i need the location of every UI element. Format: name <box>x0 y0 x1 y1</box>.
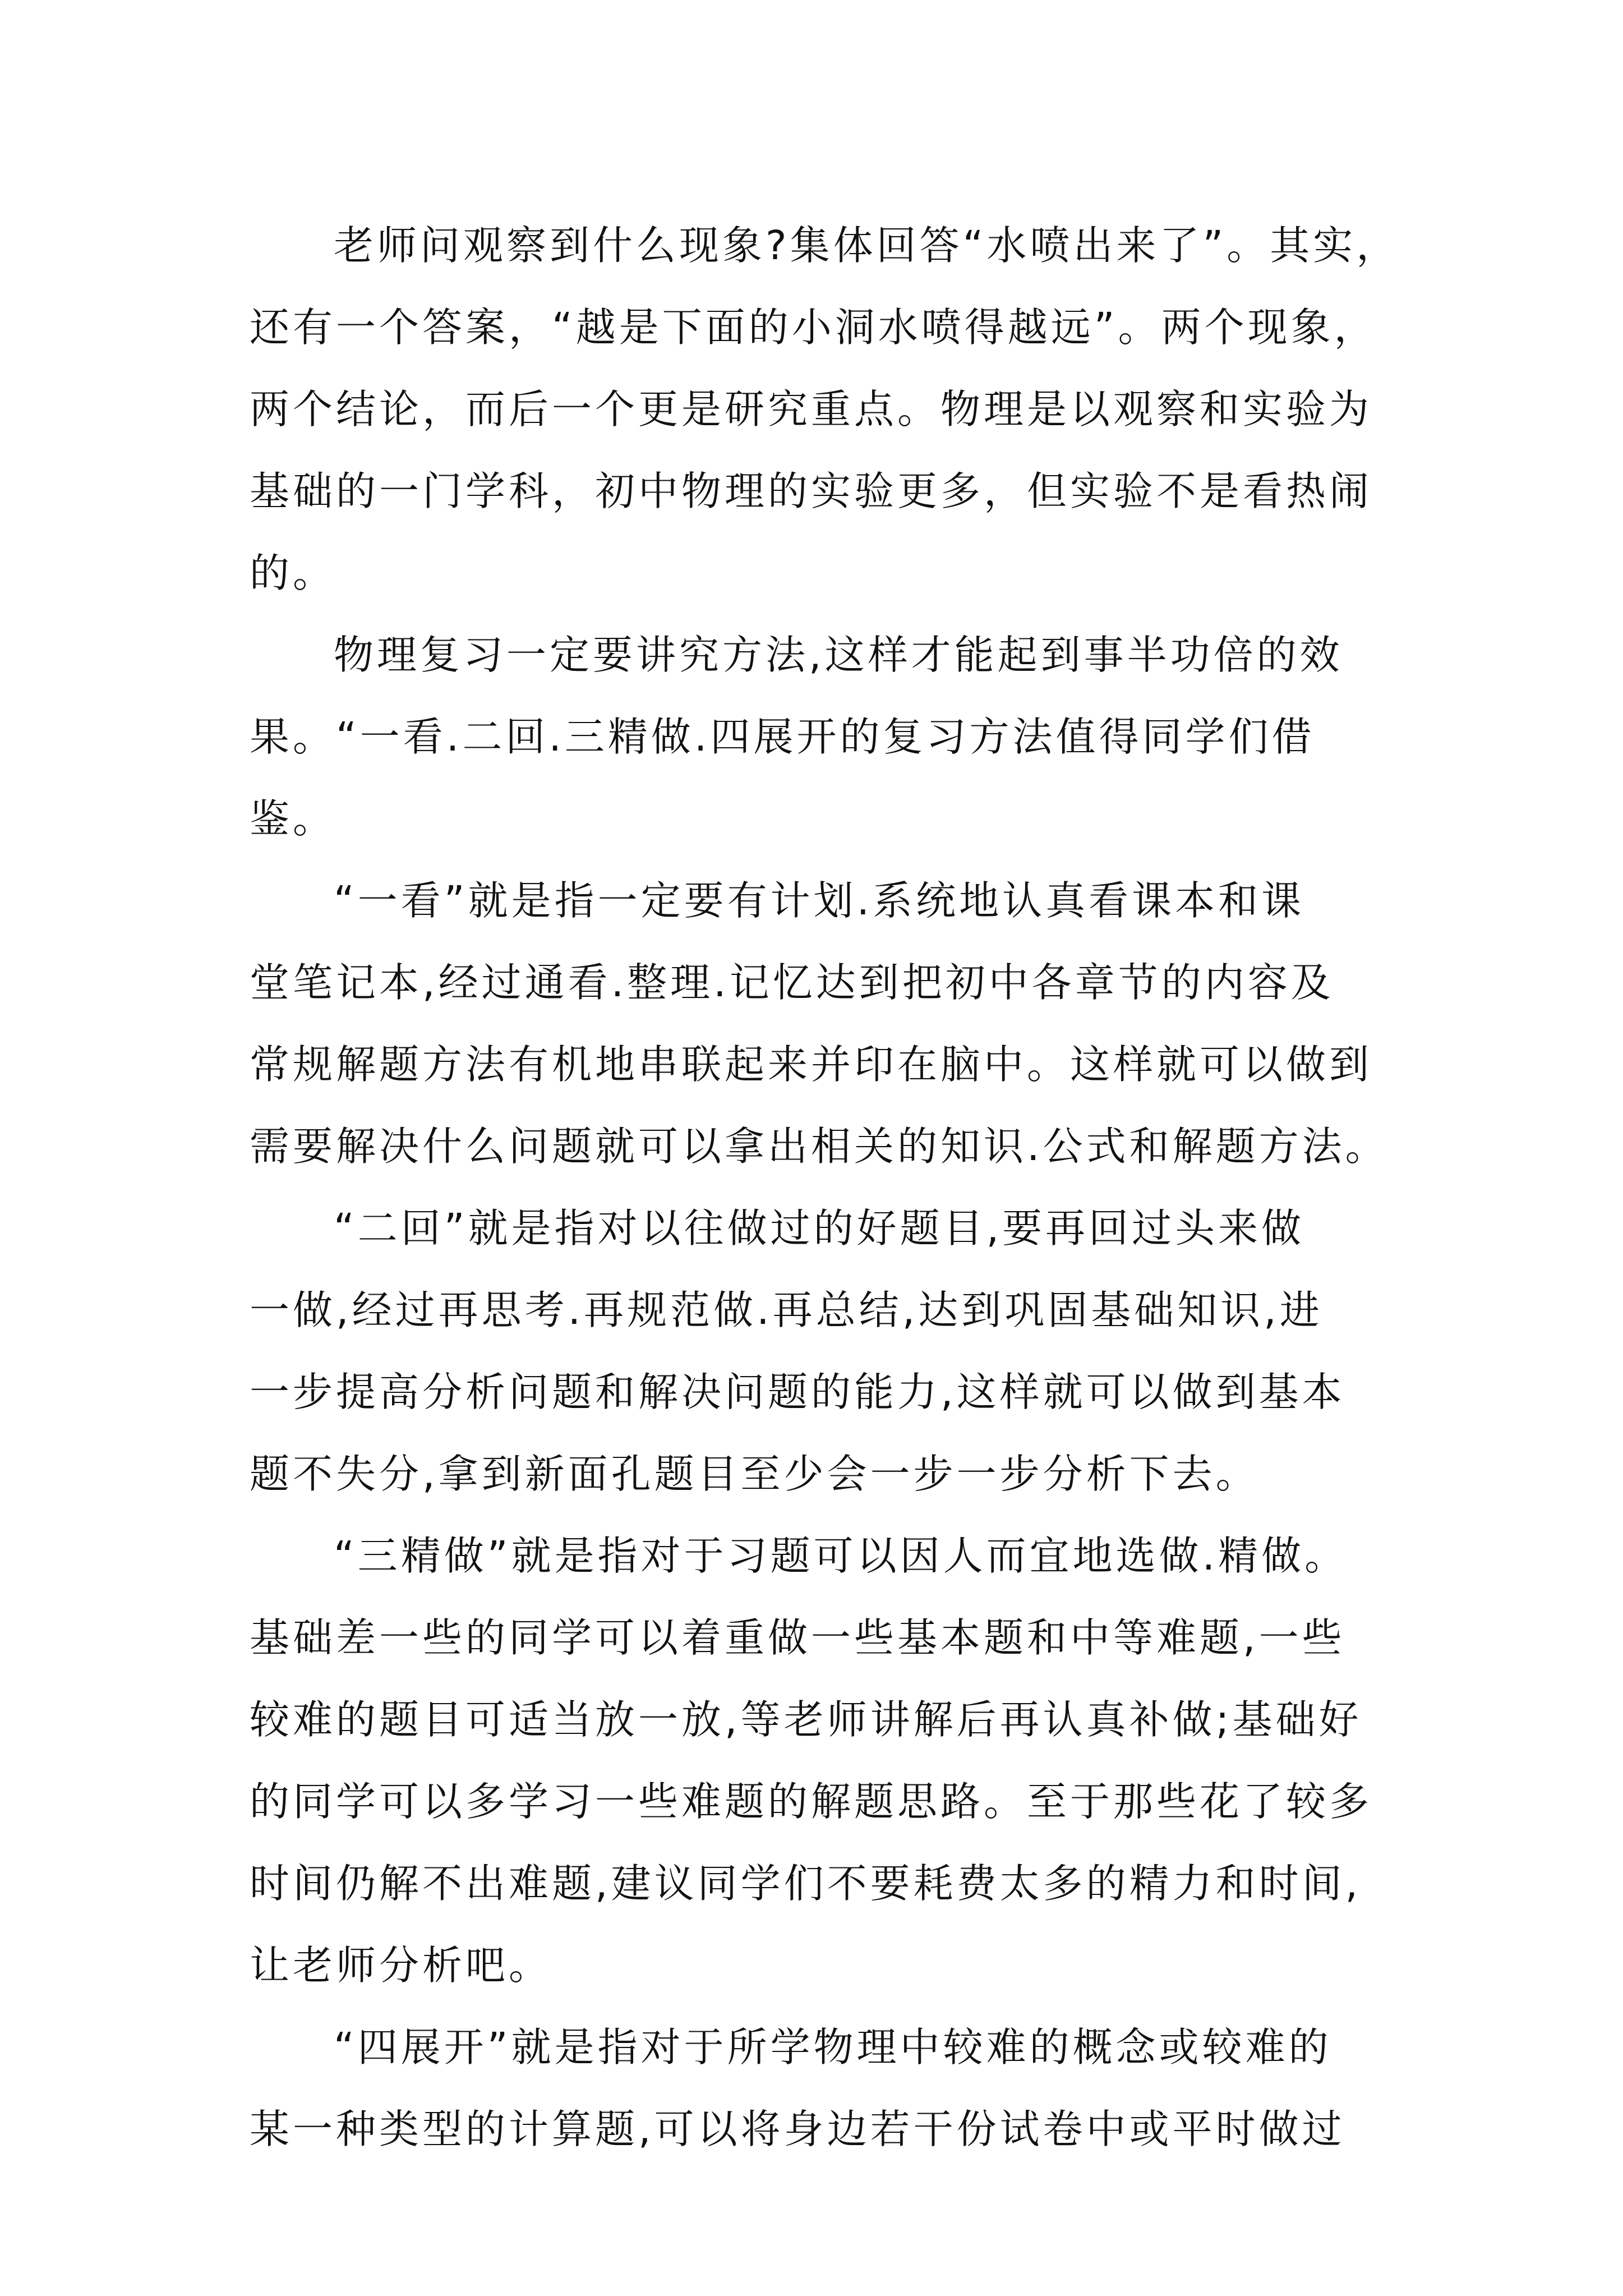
paragraph-step-three <box>250 1515 1371 2007</box>
text-line: 的同学可以多学习一些难题的解题思路。至于那些花了较多 <box>250 1778 1373 1825</box>
text-line: 堂笔记本,经过通看.整理.记忆达到把初中各章节的内容及 <box>250 959 1334 1006</box>
text-line: 老师问观察到什么现象?集体回答“水喷出来了”。其实， <box>334 222 1400 269</box>
text-line: 鉴。 <box>250 795 336 842</box>
text-line: 某一种类型的计算题,可以将身边若干份试卷中或平时做过 <box>250 2106 1345 2152</box>
text-line: 基础差一些的同学可以着重做一些基本题和中等难题,一些 <box>250 1614 1345 1661</box>
text-line: 一做,经过再思考.再规范做.再总结,达到巩固基础知识,进 <box>250 1287 1323 1333</box>
text-line: 常规解题方法有机地串联起来并印在脑中。这样就可以做到 <box>250 1041 1373 1088</box>
text-line: 基础的一门学科，初中物理的实验更多，但实验不是看热闹 <box>250 468 1373 514</box>
text-line: 物理复习一定要讲究方法,这样才能起到事半功倍的效 <box>334 632 1343 678</box>
text-line: “三精做”就是指对于习题可以因人而宜地选做.精做。 <box>334 1533 1348 1579</box>
text-line: 果。“一看.二回.三精做.四展开的复习方法值得同学们借 <box>250 714 1315 760</box>
text-line: 一步提高分析问题和解决问题的能力,这样就可以做到基本 <box>250 1369 1345 1415</box>
text-line: 让老师分析吧。 <box>250 1942 552 1989</box>
paragraph-step-four <box>250 2007 1371 2170</box>
text-line: 还有一个答案，“越是下面的小洞水喷得越远”。两个现象， <box>250 304 1377 351</box>
text-line: “一看”就是指一定要有计划.系统地认真看课本和课 <box>334 877 1305 924</box>
paragraph-observation <box>250 205 1400 614</box>
paragraph-step-two <box>250 1188 1371 1515</box>
text-line: 时间仍解不出难题,建议同学们不要耗费太多的精力和时间, <box>250 1860 1362 1907</box>
text-line: 的。 <box>250 550 336 596</box>
text-line: 较难的题目可适当放一放,等老师讲解后再认真补做;基础好 <box>250 1696 1362 1743</box>
text-line: “二回”就是指对以往做过的好题目,要再回过头来做 <box>334 1205 1305 1251</box>
text-line: “四展开”就是指对于所学物理中较难的概念或较难的 <box>334 2024 1332 2070</box>
text-line: 两个结论，而后一个更是研究重点。物理是以观察和实验为 <box>250 386 1373 432</box>
paragraph-review-method <box>250 614 1371 860</box>
paragraph-step-one <box>250 860 1389 1188</box>
text-line: 需要解决什么问题就可以拿出相关的知识.公式和解题方法。 <box>250 1123 1389 1170</box>
text-line: 题不失分,拿到新面孔题目至少会一步一步分析下去。 <box>250 1451 1259 1497</box>
